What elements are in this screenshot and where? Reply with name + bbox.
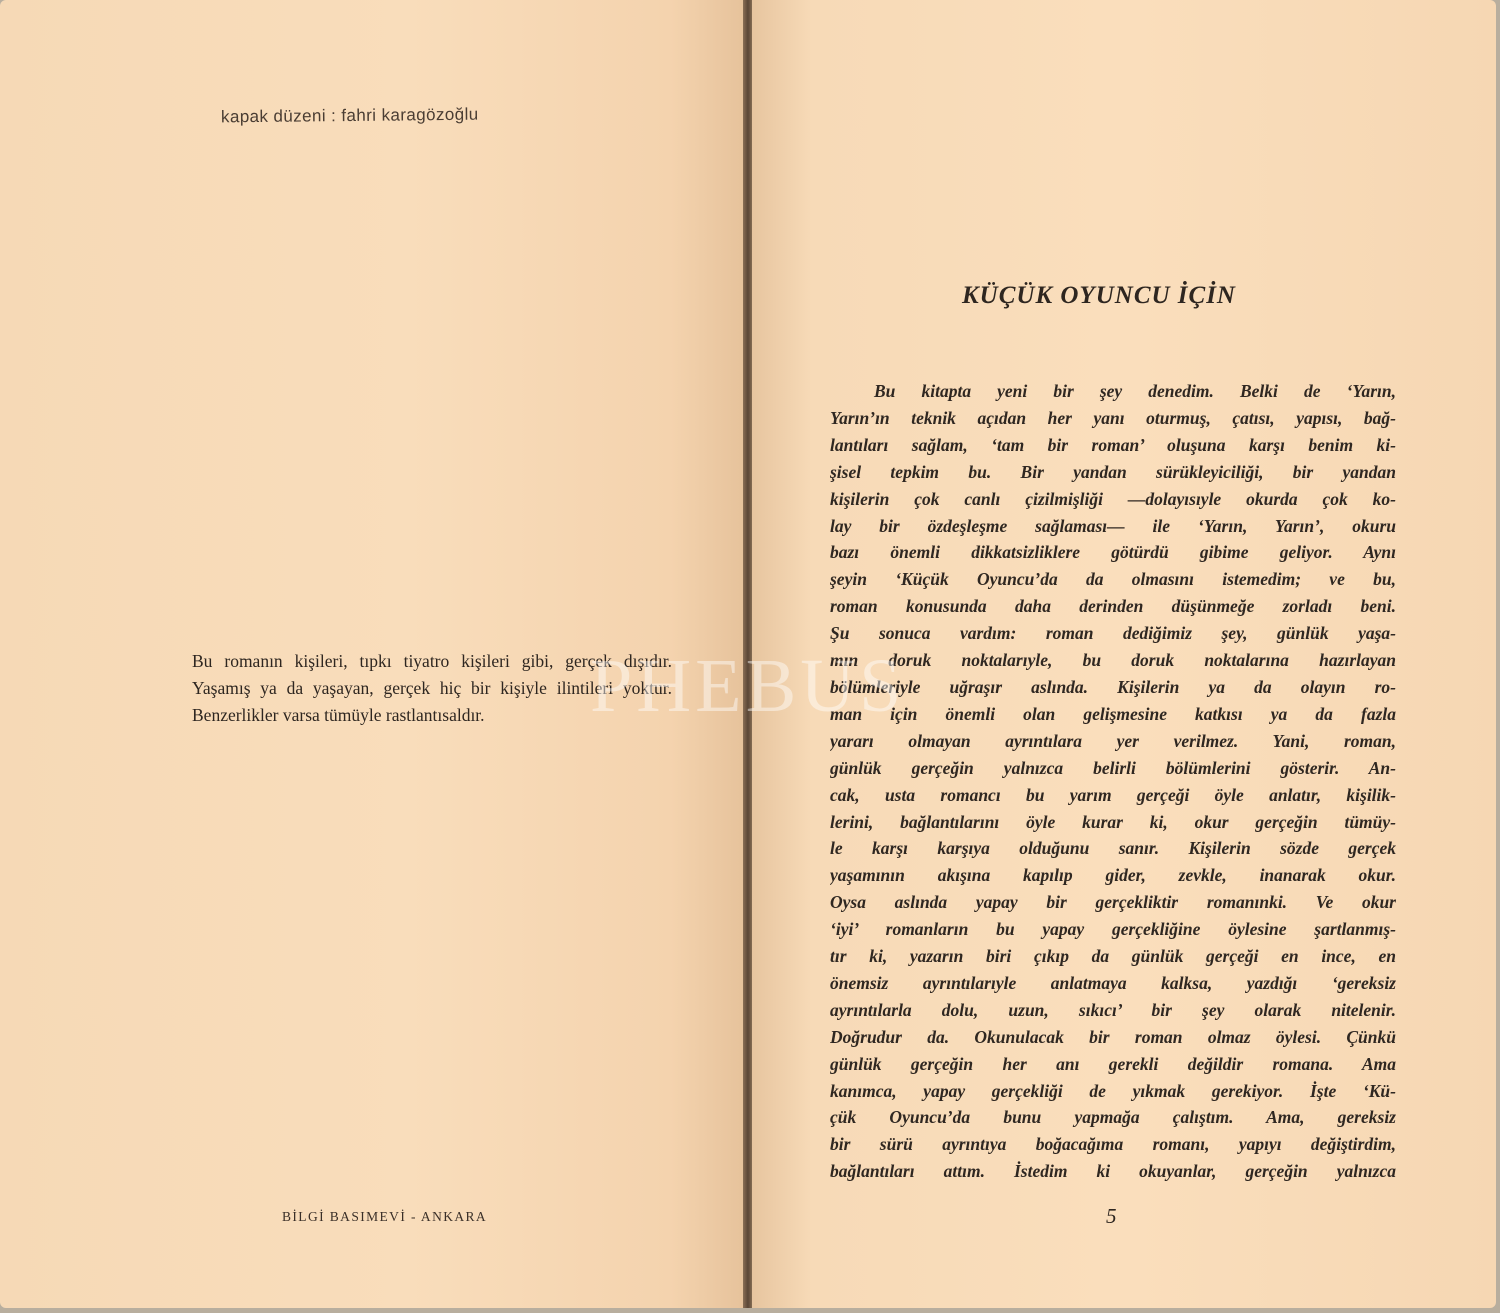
text-line: çük Oyuncu’da bunu yapmağa çalıştım. Ama, gereksiz bbox=[830, 1107, 1396, 1128]
text-line: şeyin ‘Küçük Oyuncu’da da olmasını istemedim; ve bu, bbox=[830, 569, 1396, 590]
printer-imprint: BİLGİ BASIMEVİ - ANKARA bbox=[282, 1209, 488, 1224]
text-line: Şu sonuca vardım: roman dediğimiz şey, günlük yaşa- bbox=[830, 623, 1396, 644]
text-line: bağlantıları attım. İstedim ki okuyanlar, gerçeğin yalnızca bbox=[830, 1161, 1396, 1182]
text-line: man için önemli olan gelişmesine katkısı ya da fazla bbox=[830, 703, 1396, 724]
text-line: yaşamının akışına kapılıp gider, zevkle, inanarak okur. bbox=[830, 865, 1396, 886]
text-line: Doğrudur da. Okunulacak bir roman olmaz öylesi. Çünkü bbox=[830, 1026, 1396, 1047]
text-line: kişilerin çok canlı çizilmişliği —dolayısıyle okurda çok ko- bbox=[830, 488, 1396, 509]
cover-design-credit: kapak düzeni : fahri karagözoğlu bbox=[220, 104, 479, 127]
fiction-disclaimer: Bu romanın kişileri, tıpkı tiyatro kişileri gibi, gerçek dışıdır. Yaşamış ya da yaşayan, gerçek hiç bir kişiyle ilintileri yoktur. Benzerlikler varsa tümüyle rastlantısaldır. bbox=[192, 651, 672, 725]
text-line: Yarın’ın teknik açıdan her yanı oturmuş, çatısı, yapısı, bağ- bbox=[830, 407, 1396, 428]
text-line: lerini, bağlantılarını öyle kurar ki, okur gerçeğin tümüy- bbox=[830, 811, 1396, 832]
chapter-title: KÜÇÜK OYUNCU İÇİN bbox=[962, 282, 1236, 309]
text-line: lay bir özdeşleşme sağlaması— ile ‘Yarın, Yarın’, okuru bbox=[830, 515, 1396, 536]
text-line: ayrıntılarla dolu, uzun, sıkıcı’ bir şey olarak nitelenir. bbox=[830, 999, 1396, 1020]
text-line: şisel tepkim bu. Bir yandan sürükleyiciliği, bir yandan bbox=[830, 461, 1396, 482]
text-line: ‘iyi’ romanların bu yapay gerçekliğine öylesine şartlanmış- bbox=[830, 919, 1396, 940]
text-line: önemsiz ayrıntılarıyle anlatmaya kalksa, yazdığı ‘gereksiz bbox=[830, 972, 1396, 993]
text-line: yararı olmayan ayrıntılara yer verilmez. Yani, roman, bbox=[830, 730, 1396, 751]
text-line: lantıları sağlam, ‘tam bir roman’ oluşuna karşı benim ki- bbox=[830, 434, 1396, 455]
watermark: PHEBUS bbox=[590, 644, 906, 728]
text-line: Oysa aslında yapay bir gerçekliktir romanınki. Ve okur bbox=[830, 892, 1396, 913]
text-line: Bu kitapta yeni bir şey denedim. Belki de ‘Yarın, bbox=[874, 381, 1396, 401]
page-number: 5 bbox=[1106, 1204, 1117, 1228]
text-line: tır ki, yazarın biri çıkıp da günlük gerçeği en ince, en bbox=[830, 946, 1396, 967]
text-line: bazı önemli dikkatsizliklere götürdü gibime geliyor. Aynı bbox=[830, 542, 1396, 563]
text-line: bölümleriyle uğraşır aslında. Kişilerin ya da olayın ro- bbox=[830, 676, 1396, 697]
text-line: günlük gerçeğin her anı gerekli değildir romana. Ama bbox=[830, 1053, 1396, 1074]
text-line: kanımca, yapay gerçekliği de yıkmak gerekiyor. İşte ‘Kü- bbox=[830, 1080, 1396, 1101]
text-line: roman konusunda daha derinden düşünmeğe zorladı beni. bbox=[830, 596, 1396, 617]
text-line: le karşı karşıya olduğunu sanır. Kişilerin sözde gerçek bbox=[830, 838, 1396, 859]
text-line: mın doruk noktalarıyle, bu doruk noktalarına hazırlayan bbox=[830, 650, 1396, 671]
text-line: günlük gerçeğin yalnızca belirli bölümlerini gösterir. An- bbox=[830, 757, 1396, 778]
text-line: cak, usta romancı bu yarım gerçeği öyle anlatır, kişilik- bbox=[830, 784, 1396, 805]
text-line: bir sürü ayrıntıya boğacağıma romanı, yapıyı değiştirdim, bbox=[830, 1134, 1396, 1155]
preface-text bbox=[830, 378, 1396, 1185]
